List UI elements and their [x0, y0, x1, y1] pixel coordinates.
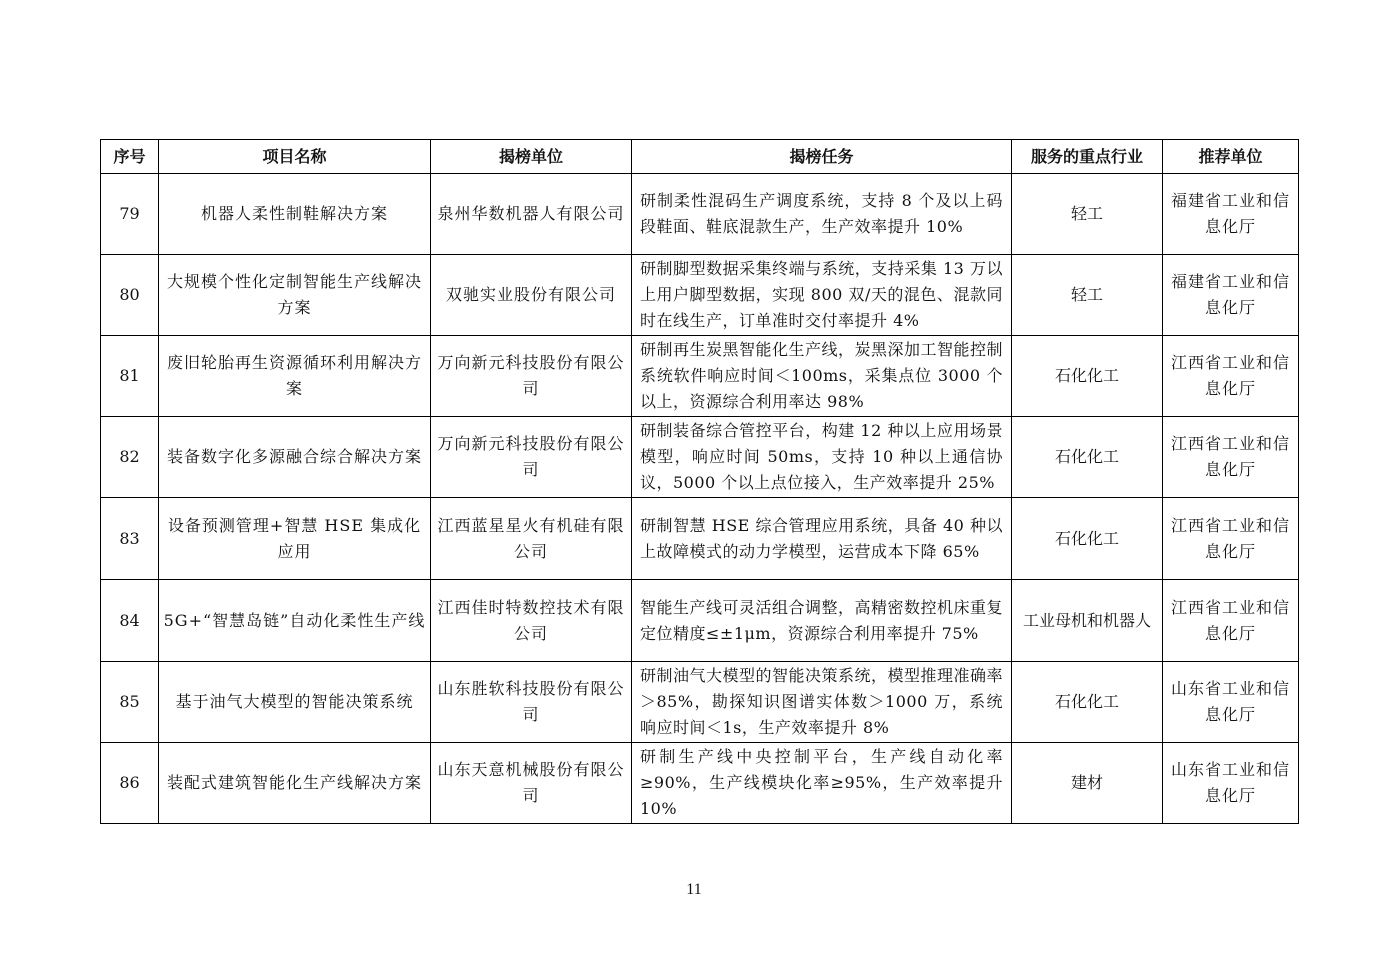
header-unit: 揭榜单位 [431, 140, 632, 174]
cell-task: 研制装备综合管控平台，构建 12 种以上应用场景模型，响应时间 50ms，支持 10 种以上通信协议，5000 个以上点位接入，生产效率提升 25% [632, 417, 1012, 498]
cell-project-name: 装配式建筑智能化生产线解决方案 [159, 743, 431, 824]
table-row [101, 743, 1299, 824]
cell-no: 81 [101, 336, 159, 417]
cell-unit: 江西蓝星星火有机硅有限公司 [431, 498, 632, 580]
cell-recommender: 江西省工业和信息化厅 [1163, 336, 1299, 417]
cell-unit: 江西佳时特数控技术有限公司 [431, 580, 632, 662]
table-row [101, 336, 1299, 417]
cell-unit: 万向新元科技股份有限公司 [431, 336, 632, 417]
table-row [101, 417, 1299, 498]
cell-no: 79 [101, 174, 159, 255]
cell-recommender: 山东省工业和信息化厅 [1163, 743, 1299, 824]
header-project-name: 项目名称 [159, 140, 431, 174]
cell-unit: 双驰实业股份有限公司 [431, 255, 632, 336]
table-row [101, 580, 1299, 662]
cell-project-name: 废旧轮胎再生资源循环利用解决方案 [159, 336, 431, 417]
cell-recommender: 福建省工业和信息化厅 [1163, 174, 1299, 255]
projects-table [100, 139, 1299, 824]
cell-task: 研制油气大模型的智能决策系统，模型推理准确率＞85%，勘探知识图谱实体数＞1000 万，系统响应时间＜1s，生产效率提升 8% [632, 662, 1012, 743]
header-no: 序号 [101, 140, 159, 174]
cell-task: 研制柔性混码生产调度系统，支持 8 个及以上码段鞋面、鞋底混款生产，生产效率提升 10% [632, 174, 1012, 255]
cell-project-name: 机器人柔性制鞋解决方案 [159, 174, 431, 255]
cell-industry: 工业母机和机器人 [1012, 580, 1163, 662]
table-row [101, 255, 1299, 336]
cell-industry: 石化化工 [1012, 417, 1163, 498]
cell-project-name: 5G+“智慧岛链”自动化柔性生产线 [159, 580, 431, 662]
cell-task: 研制脚型数据采集终端与系统，支持采集 13 万以上用户脚型数据，实现 800 双/天的混色、混款同时在线生产，订单准时交付率提升 4% [632, 255, 1012, 336]
cell-recommender: 江西省工业和信息化厅 [1163, 417, 1299, 498]
cell-unit: 泉州华数机器人有限公司 [431, 174, 632, 255]
cell-task: 研制生产线中央控制平台，生产线自动化率≥90%，生产线模块化率≥95%，生产效率提升 10% [632, 743, 1012, 824]
cell-recommender: 江西省工业和信息化厅 [1163, 580, 1299, 662]
cell-task: 智能生产线可灵活组合调整，高精密数控机床重复定位精度≤±1μm，资源综合利用率提升 75% [632, 580, 1012, 662]
cell-recommender: 江西省工业和信息化厅 [1163, 498, 1299, 580]
cell-no: 86 [101, 743, 159, 824]
cell-industry: 石化化工 [1012, 662, 1163, 743]
cell-unit: 山东胜软科技股份有限公司 [431, 662, 632, 743]
cell-unit: 山东天意机械股份有限公司 [431, 743, 632, 824]
cell-industry: 建材 [1012, 743, 1163, 824]
cell-no: 80 [101, 255, 159, 336]
table-row [101, 498, 1299, 580]
header-industry: 服务的重点行业 [1012, 140, 1163, 174]
table-header-row [101, 140, 1299, 174]
cell-project-name: 基于油气大模型的智能决策系统 [159, 662, 431, 743]
cell-no: 82 [101, 417, 159, 498]
cell-industry: 石化化工 [1012, 498, 1163, 580]
cell-recommender: 福建省工业和信息化厅 [1163, 255, 1299, 336]
cell-no: 84 [101, 580, 159, 662]
cell-task: 研制智慧 HSE 综合管理应用系统，具备 40 种以上故障模式的动力学模型，运营成本下降 65% [632, 498, 1012, 580]
header-task: 揭榜任务 [632, 140, 1012, 174]
cell-project-name: 设备预测管理+智慧 HSE 集成化应用 [159, 498, 431, 580]
cell-unit: 万向新元科技股份有限公司 [431, 417, 632, 498]
page-number: 11 [686, 881, 702, 898]
cell-no: 83 [101, 498, 159, 580]
header-recommender: 推荐单位 [1163, 140, 1299, 174]
cell-no: 85 [101, 662, 159, 743]
cell-industry: 轻工 [1012, 174, 1163, 255]
cell-recommender: 山东省工业和信息化厅 [1163, 662, 1299, 743]
cell-industry: 石化化工 [1012, 336, 1163, 417]
cell-industry: 轻工 [1012, 255, 1163, 336]
table-row [101, 662, 1299, 743]
cell-task: 研制再生炭黑智能化生产线，炭黑深加工智能控制系统软件响应时间＜100ms，采集点位 3000 个以上，资源综合利用率达 98% [632, 336, 1012, 417]
cell-project-name: 装备数字化多源融合综合解决方案 [159, 417, 431, 498]
cell-project-name: 大规模个性化定制智能生产线解决方案 [159, 255, 431, 336]
table-row [101, 174, 1299, 255]
